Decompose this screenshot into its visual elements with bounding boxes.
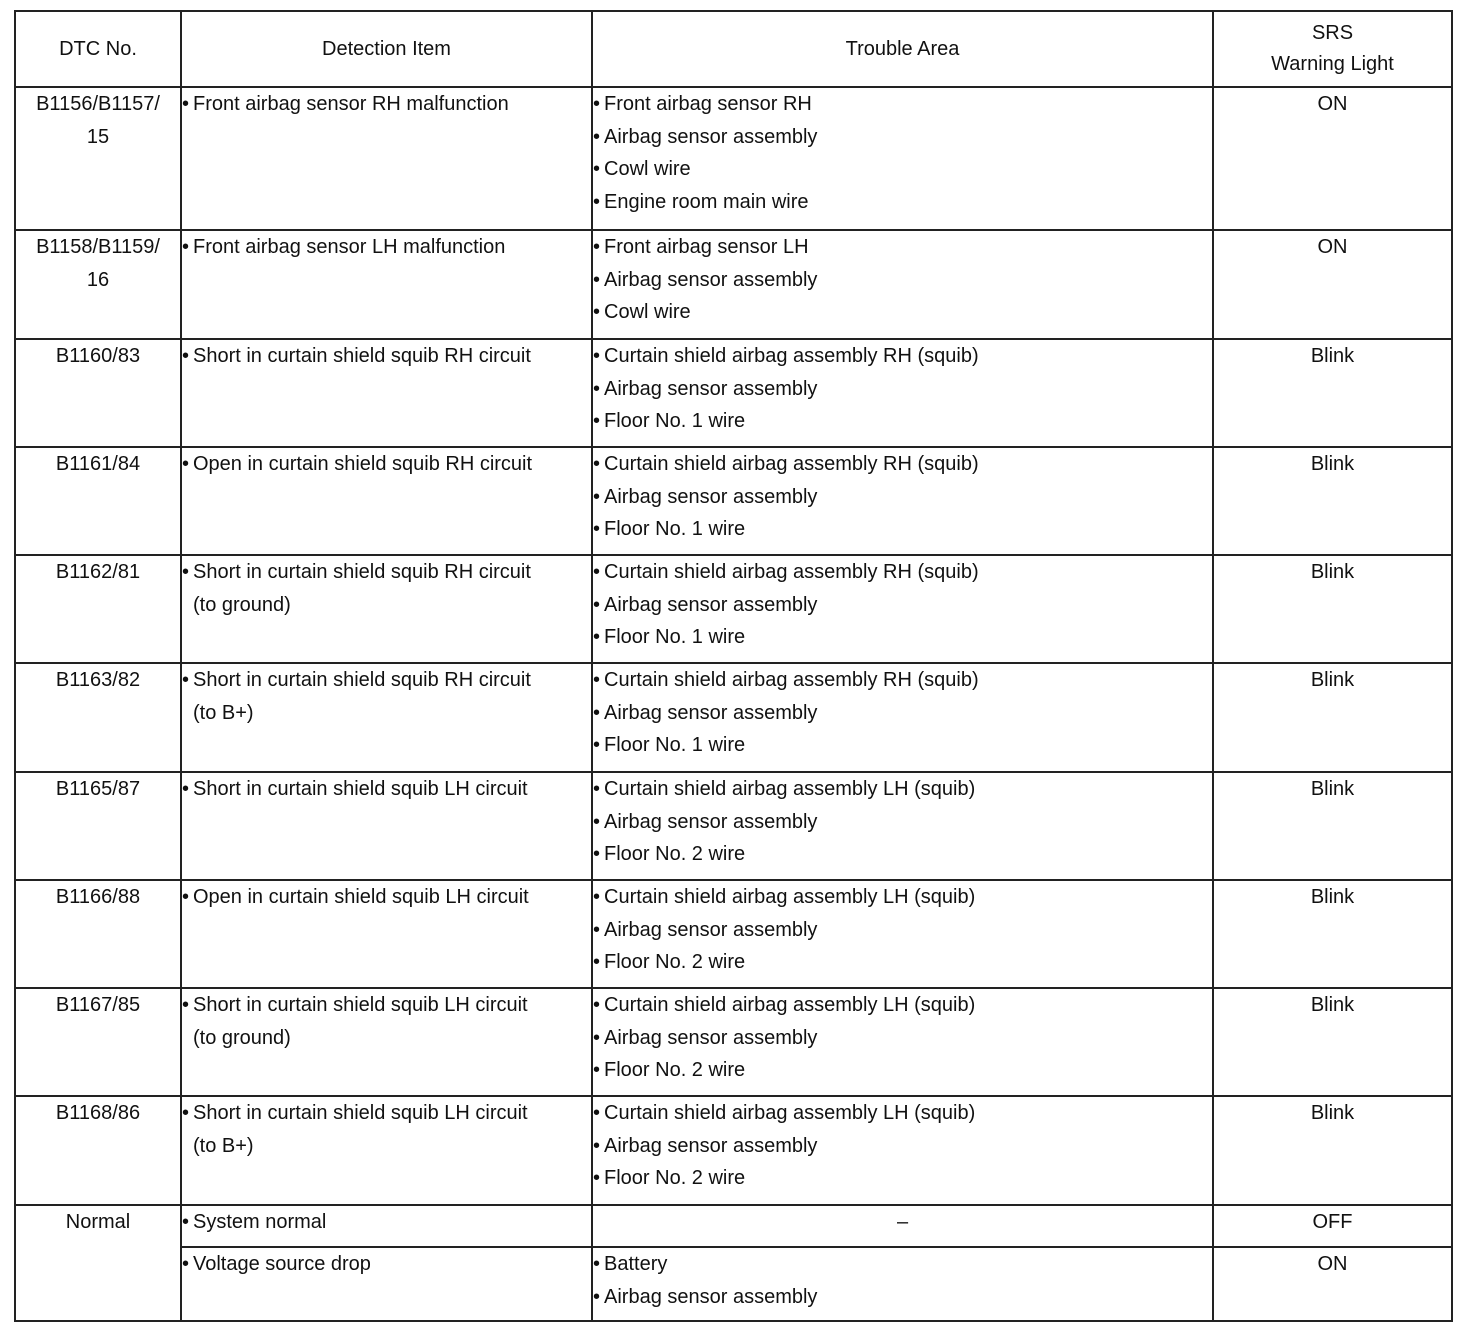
trouble-area-item: • Front airbag sensor RH	[593, 88, 1212, 121]
detection-item-bullet: • Short in curtain shield squib LH circuit	[182, 1097, 591, 1130]
trouble-area-dash: –	[592, 1205, 1213, 1247]
dtc-code-line: 16	[86, 268, 110, 291]
dtc-cell	[15, 87, 181, 230]
table-row	[15, 339, 1452, 447]
detection-item-bullet: • Front airbag sensor RH malfunction	[182, 88, 591, 121]
detection-item-cell	[181, 988, 592, 1096]
detection-item-continuation: (to B+)	[193, 1134, 254, 1157]
detection-item-bullet: • Open in curtain shield squib LH circuit	[182, 881, 591, 914]
trouble-area-item: • Floor No. 2 wire	[593, 1054, 1212, 1087]
trouble-area-item: • Airbag sensor assembly	[593, 264, 1212, 297]
table-row	[15, 772, 1452, 880]
dtc-cell	[15, 772, 181, 880]
table-row	[15, 1096, 1452, 1205]
trouble-area-item: • Battery	[593, 1248, 1212, 1281]
header-row	[15, 11, 1452, 87]
trouble-area-item: • Floor No. 1 wire	[593, 513, 1212, 546]
table-row	[15, 988, 1452, 1096]
srs-warning-light-value: Blink	[1213, 880, 1452, 988]
table-body	[15, 87, 1452, 1321]
srs-warning-light-value: Blink	[1213, 988, 1452, 1096]
detection-item-bullet: • Short in curtain shield squib RH circuit	[182, 340, 591, 373]
trouble-area-cell	[592, 663, 1213, 772]
srs-warning-light-value: ON	[1213, 1247, 1452, 1321]
dtc-code-line: B1156/B1157/	[36, 93, 160, 115]
header-srs-warning-light	[1213, 11, 1452, 87]
trouble-area-item: • Floor No. 2 wire	[593, 838, 1212, 871]
trouble-area-item: • Airbag sensor assembly	[593, 697, 1212, 730]
detection-item-continuation: (to ground)	[193, 1026, 291, 1049]
trouble-area-item: • Airbag sensor assembly	[593, 1130, 1212, 1163]
srs-warning-light-value: OFF	[1213, 1205, 1452, 1247]
dtc-code-line: B1158/B1159/	[36, 236, 160, 258]
detection-item-cell	[181, 880, 592, 988]
trouble-area-cell	[592, 1247, 1213, 1321]
dtc-cell	[15, 339, 181, 447]
trouble-area-item: • Engine room main wire	[593, 186, 1212, 219]
dtc-cell	[15, 880, 181, 988]
table-row	[15, 447, 1452, 555]
table-row	[15, 663, 1452, 772]
dtc-cell	[15, 555, 181, 663]
trouble-area-item: • Floor No. 1 wire	[593, 405, 1212, 438]
trouble-area-cell	[592, 988, 1213, 1096]
dtc-code-line: B1167/85	[55, 994, 141, 1016]
detection-item-bullet: • Short in curtain shield squib RH circuit	[182, 556, 591, 589]
trouble-area-cell	[592, 880, 1213, 988]
header-srs-line2: Warning Light	[1271, 53, 1394, 75]
table-row	[15, 230, 1452, 339]
trouble-area-cell	[592, 87, 1213, 230]
dtc-code-line: B1160/83	[55, 345, 141, 367]
dtc-cell	[15, 447, 181, 555]
detection-item-continuation: (to ground)	[193, 593, 291, 616]
trouble-area-item: • Floor No. 1 wire	[593, 729, 1212, 762]
header-dtc-no: DTC No.	[15, 11, 181, 87]
dtc-cell	[15, 988, 181, 1096]
detection-item-cell	[181, 447, 592, 555]
table-row-normal-1	[15, 1205, 1452, 1247]
detection-item-cell	[181, 1247, 592, 1321]
table-row-normal-2	[15, 1247, 1452, 1321]
trouble-area-cell	[592, 1096, 1213, 1205]
trouble-area-item: • Curtain shield airbag assembly RH (squib)	[593, 340, 1212, 373]
detection-item-bullet: • Voltage source drop	[182, 1248, 591, 1281]
dtc-code-line: B1168/86	[55, 1102, 141, 1124]
trouble-area-item: • Airbag sensor assembly	[593, 121, 1212, 154]
trouble-area-item: • Curtain shield airbag assembly LH (squib)	[593, 1097, 1212, 1130]
trouble-area-cell	[592, 772, 1213, 880]
trouble-area-cell	[592, 339, 1213, 447]
srs-warning-light-value: Blink	[1213, 555, 1452, 663]
trouble-area-item: • Curtain shield airbag assembly RH (squib)	[593, 556, 1212, 589]
dtc-code-line: B1162/81	[55, 561, 141, 583]
detection-item-cell	[181, 555, 592, 663]
detection-item-cell	[181, 663, 592, 772]
trouble-area-item: • Airbag sensor assembly	[593, 806, 1212, 839]
dtc-code-line: B1163/82	[55, 669, 141, 691]
trouble-area-cell	[592, 555, 1213, 663]
trouble-area-item: • Airbag sensor assembly	[593, 914, 1212, 947]
dtc-code-line: 15	[86, 125, 110, 148]
dtc-cell-normal: Normal	[15, 1205, 181, 1321]
dtc-cell	[15, 1096, 181, 1205]
table-row	[15, 87, 1452, 230]
trouble-area-item: • Floor No. 1 wire	[593, 621, 1212, 654]
trouble-area-cell	[592, 230, 1213, 339]
trouble-area-item: • Curtain shield airbag assembly RH (squib)	[593, 448, 1212, 481]
srs-warning-light-value: Blink	[1213, 1096, 1452, 1205]
detection-item-bullet: • Short in curtain shield squib LH circuit	[182, 989, 591, 1022]
trouble-area-item: • Cowl wire	[593, 153, 1212, 186]
detection-item-continuation: (to B+)	[193, 701, 254, 724]
detection-item-cell	[181, 1096, 592, 1205]
trouble-area-item: • Curtain shield airbag assembly LH (squib)	[593, 773, 1212, 806]
detection-item-cell	[181, 772, 592, 880]
table-row	[15, 555, 1452, 663]
detection-item-bullet: • Short in curtain shield squib RH circuit	[182, 664, 591, 697]
trouble-area-item: • Floor No. 2 wire	[593, 1162, 1212, 1195]
header-detection-item: Detection Item	[181, 11, 592, 87]
trouble-area-item: • Floor No. 2 wire	[593, 946, 1212, 979]
trouble-area-item: • Cowl wire	[593, 296, 1212, 329]
dtc-table	[14, 10, 1453, 1322]
srs-warning-light-value: Blink	[1213, 447, 1452, 555]
dtc-code-line: B1161/84	[55, 453, 141, 475]
dtc-code-line: B1166/88	[55, 886, 141, 908]
detection-item-bullet: • Open in curtain shield squib RH circuit	[182, 448, 591, 481]
trouble-area-item: • Airbag sensor assembly	[593, 481, 1212, 514]
srs-warning-light-value: ON	[1213, 230, 1452, 339]
trouble-area-item: • Curtain shield airbag assembly RH (squib)	[593, 664, 1212, 697]
detection-item-cell	[181, 230, 592, 339]
detection-item-bullet: • System normal	[182, 1206, 591, 1239]
trouble-area-item: • Curtain shield airbag assembly LH (squib)	[593, 881, 1212, 914]
header-trouble-area: Trouble Area	[592, 11, 1213, 87]
detection-item-cell	[181, 87, 592, 230]
trouble-area-item: • Airbag sensor assembly	[593, 589, 1212, 622]
trouble-area-item: • Curtain shield airbag assembly LH (squib)	[593, 989, 1212, 1022]
detection-item-cell	[181, 339, 592, 447]
srs-warning-light-value: Blink	[1213, 339, 1452, 447]
trouble-area-item: • Airbag sensor assembly	[593, 1281, 1212, 1314]
srs-warning-light-value: Blink	[1213, 772, 1452, 880]
detection-item-cell	[181, 1205, 592, 1247]
detection-item-bullet: • Front airbag sensor LH malfunction	[182, 231, 591, 264]
trouble-area-cell	[592, 447, 1213, 555]
dtc-code-line: B1165/87	[55, 778, 141, 800]
trouble-area-item: • Airbag sensor assembly	[593, 373, 1212, 406]
srs-warning-light-value: Blink	[1213, 663, 1452, 772]
srs-warning-light-value: ON	[1213, 87, 1452, 230]
trouble-area-item: • Airbag sensor assembly	[593, 1022, 1212, 1055]
detection-item-bullet: • Short in curtain shield squib LH circuit	[182, 773, 591, 806]
table-row	[15, 880, 1452, 988]
trouble-area-item: • Front airbag sensor LH	[593, 231, 1212, 264]
dtc-cell	[15, 230, 181, 339]
dtc-cell	[15, 663, 181, 772]
header-srs-line1: SRS	[1311, 22, 1354, 44]
